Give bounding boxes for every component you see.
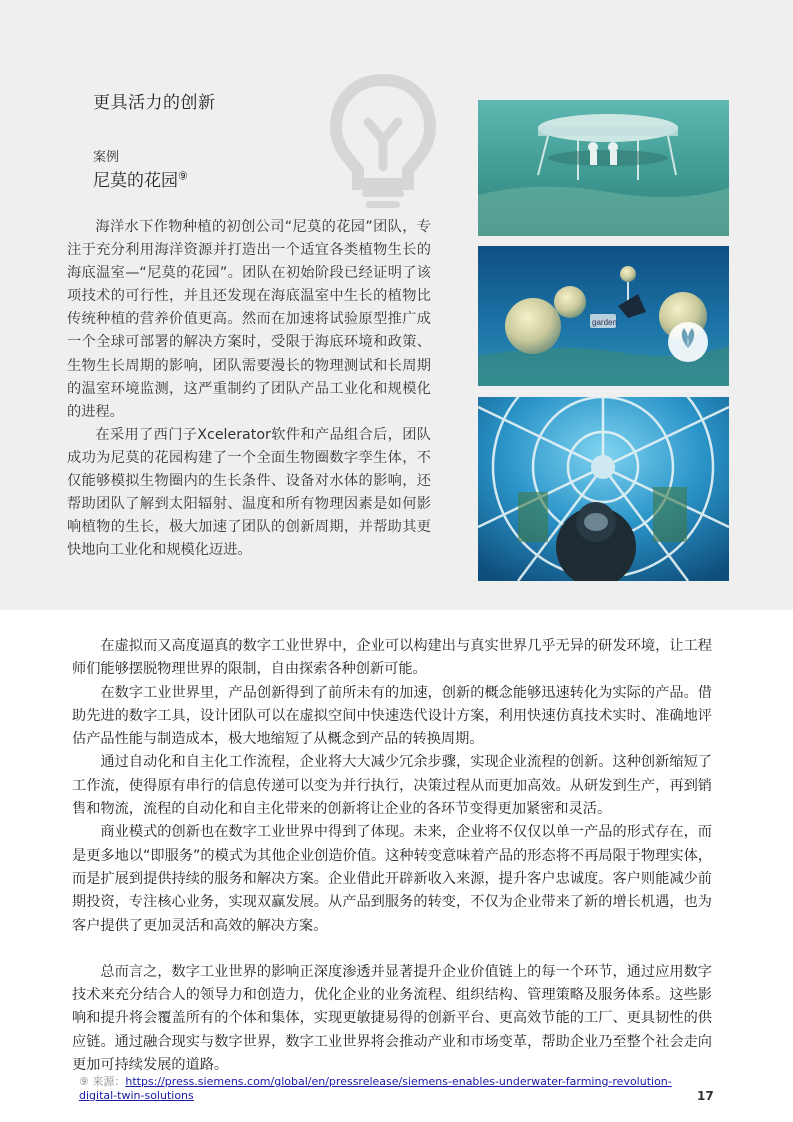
case-body	[67, 216, 431, 562]
main-paragraph-3: 通过自动化和自主化工作流程，企业将大大减少冗余步骤，实现企业流程的创新。这种创新缩短了工作流，使得原有串行的信息传递可以变为并行执行，决策过程从而更加高效。从研发到生产，再到销售和物流，流程的自动化和自主化带来的创新将让企业的各环节变得更加紧密和灵活。	[72, 754, 712, 818]
case-label: 案例	[93, 150, 120, 165]
section-title: 更具活力的创新	[93, 93, 216, 113]
case-title-text: 尼莫的花园	[93, 171, 178, 191]
footnote-number: ⑨	[79, 1075, 89, 1088]
main-paragraph-1: 在虚拟而又高度逼真的数字工业世界中，企业可以构建出与真实世界几乎无异的研发环境，让工程师们能够摆脱物理世界的限制，自由探索各种创新可能。	[72, 638, 712, 678]
garden-sign-text: garden	[592, 318, 617, 327]
underwater-greenhouse-photo	[478, 100, 729, 236]
page-number: 17	[697, 1089, 714, 1103]
biosphere-domes-photo	[478, 246, 729, 386]
main-body	[72, 635, 712, 1077]
source-link[interactable]: https://press.siemens.com/global/en/pressrelease/siemens-enables-underwater-farming-revolution-digital-twin-solutions	[79, 1075, 672, 1102]
lightbulb-icon	[328, 72, 438, 212]
main-paragraph-5: 总而言之，数字工业世界的影响正深度渗透并显著提升企业价值链上的每一个环节，通过应用数字技术来充分结合人的领导力和创造力，优化企业的业务流程、组织结构、管理策略及服务体系。这些影响和提升将会覆盖所有的个体和集体，实现更敏捷易得的创新平台、更高效节能的工厂、更具韧性的供应链。通过融合现实与数字世界，数字工业世界将会推动产业和市场变革，帮助企业乃至整个社会走向更加可持续发展的道路。	[72, 963, 712, 1074]
footnote-label: 来源：	[92, 1075, 126, 1088]
main-paragraph-2: 在数字工业世界里，产品创新得到了前所未有的加速，创新的概念能够迅速转化为实际的产品。借助先进的数字工具，设计团队可以在虚拟空间中快速迭代设计方案，利用快速仿真技术实时、准确地评估产品性能与制造成本，极大地缩短了从概念到产品的转换周期。	[72, 684, 712, 748]
diver-inside-dome-photo	[478, 397, 729, 581]
case-paragraph-1: 海洋水下作物种植的初创公司“尼莫的花园”团队，专注于充分利用海洋资源并打造出一个适宜各类植物生长的海底温室—“尼莫的花园”。团队在初始阶段已经证明了该项技术的可行性，并且还发现在海底温室中生长的植物比传统种植的营养价值更高。然而在加速将试验原型推广成一个全球可部署的解决方案时，受限于海底环境和政策、生物生长周期的影响，团队需要漫长的物理测试和长周期的温室环境监测，这严重制约了团队产品工业化和规模化的进程。	[67, 219, 431, 420]
case-paragraph-2: 在采用了西门子Xcelerator软件和产品组合后，团队成功为尼莫的花园构建了一个全面生物圈数字孪生体，不仅能够模拟生物圈内的生长条件、设备对水体的影响，还帮助团队了解到太阳辐射、温度和所有物理因素是如何影响植物的生长，极大加速了团队的创新周期，并帮助其更快地向工业化和规模化迈进。	[67, 426, 431, 559]
footnote-marker: ⑨	[178, 169, 188, 183]
case-title	[93, 166, 188, 191]
footnote	[79, 1075, 679, 1103]
main-paragraph-4: 商业模式的创新也在数字工业世界中得到了体现。未来，企业将不仅仅以单一产品的形式存在，而是更多地以“即服务”的模式为其他企业创造价值。这种转变意味着产品的形态将不再局限于物理实体，而是扩展到提供持续的服务和解决方案。企业借此开辟新收入来源，提升客户忠诚度。客户则能减少前期投资，专注核心业务，实现双赢发展。从产品到服务的转变，不仅为企业带来了新的增长机遇，也为客户提供了更加灵活和高效的解决方案。	[72, 824, 712, 934]
